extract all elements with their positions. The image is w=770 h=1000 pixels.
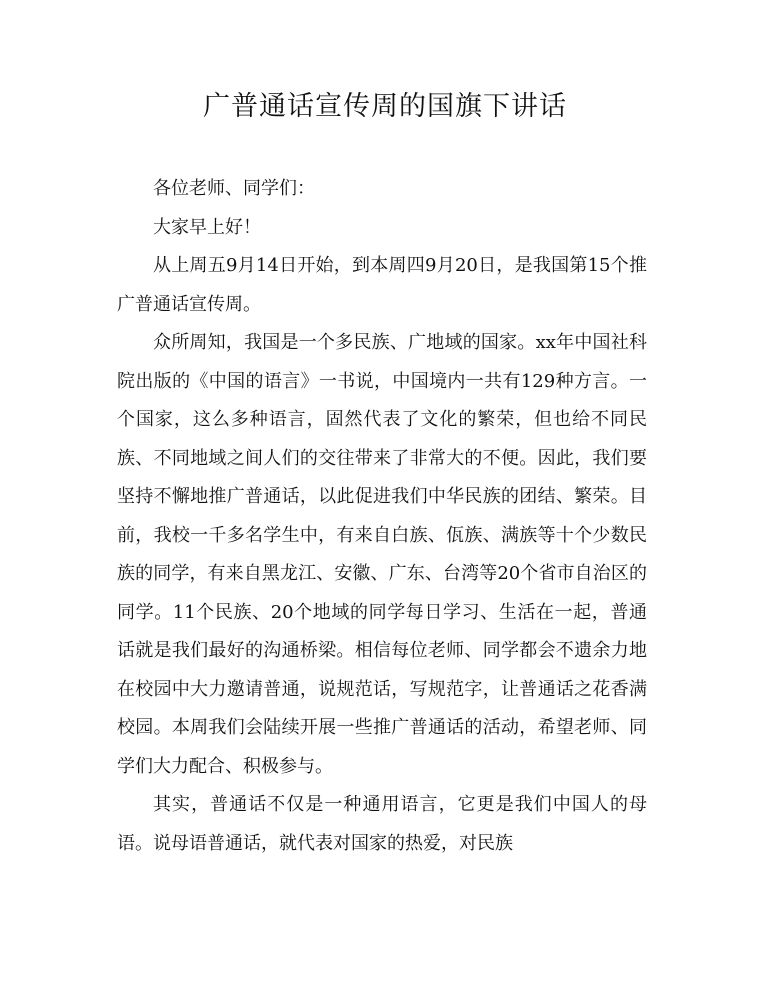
body-paragraph: 众所周知，我国是一个多民族、广地域的国家。xx年中国社科院出版的《中国的语言》一书说，中国境内一共有129种方言。一个国家，这么多种语言，固然代表了文化的繁荣，但也给不同民族、不同地域之间人们的交往带来了非常大的不便。因此，我们要坚持不懈地推广普通话，以此促进我们中华民族的团结、繁荣。目前，我校一千多名学生中，有来自白族、佤族、满族等十个少数民族的同学，有来自黑龙江、安徽、广东、台湾等20个省市自治区的同学。11个民族、20个地域的同学每日学习、生活在一起，普通话就是我们最好的沟通桥梁。相信每位老师、同学都会不遗余力地在校园中大力邀请普通，说规范话，写规范字，让普通话之花香满校园。本周我们会陆续开展一些推广普通话的活动，希望老师、同学们大力配合、积极参与。	[117, 332, 647, 777]
body-paragraph: 从上周五9月14日开始，到本周四9月20日，是我国第15个推广普通话宣传周。	[117, 255, 647, 315]
greeting: 大家早上好！	[153, 216, 261, 238]
body-paragraph: 其实，普通话不仅是一种通用语言，它更是我们中国人的母语。说母语普通话，就代表对国家的热爱，对民族	[117, 794, 647, 854]
salutation: 各位老师、同学们：	[153, 178, 315, 199]
page-title: 广普通话宣传周的国旗下讲话	[203, 91, 567, 122]
document-body	[117, 170, 647, 863]
